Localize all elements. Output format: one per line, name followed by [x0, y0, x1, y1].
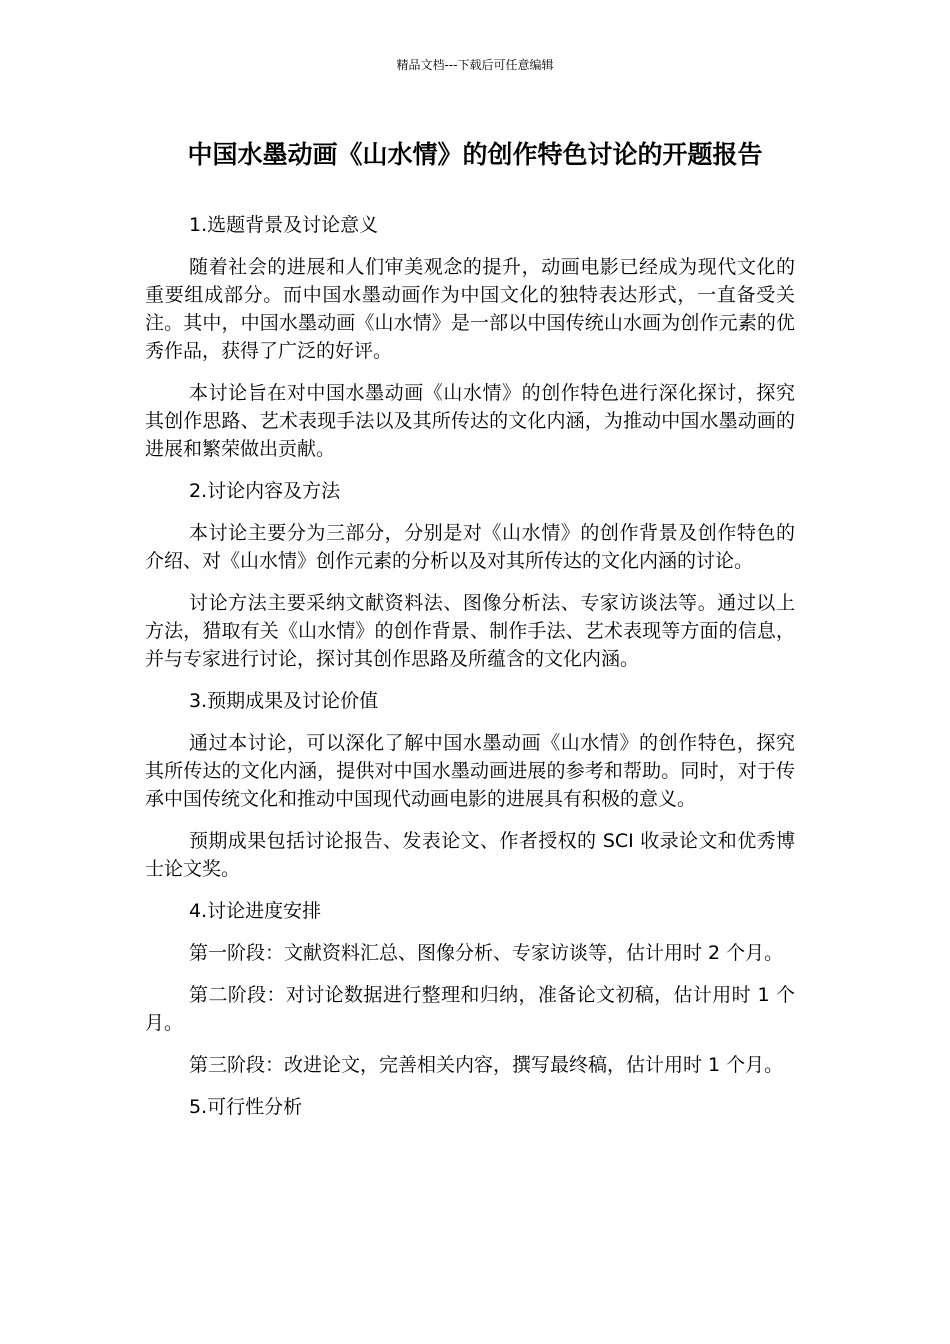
paragraph: 第二阶段：对讨论数据进行整理和归纳，准备论文初稿，估计用时 1 个月。: [145, 984, 795, 1034]
section-background: [145, 211, 795, 463]
section-heading: 3.预期成果及讨论价值: [189, 690, 379, 712]
paragraph: 预期成果包括讨论报告、发表论文、作者授权的 SCI 收录论文和优秀博士论文奖。: [145, 830, 795, 880]
section-expected-results: [145, 687, 795, 883]
paragraph: 随着社会的进展和人们审美观念的提升，动画电影已经成为现代文化的重要组成部分。而中国水墨动画作为中国文化的独特表达形式，一直备受关注。其中，中国水墨动画《山水情》是一部以中国传统山水画为创作元素的优秀作品，获得了广泛的好评。: [145, 256, 795, 362]
section-heading: 2.讨论内容及方法: [189, 480, 341, 502]
paragraph: 通过本讨论，可以深化了解中国水墨动画《山水情》的创作特色，探究其所传达的文化内涵，提供对中国水墨动画进展的参考和帮助。同时，对于传承中国传统文化和推动中国现代动画电影的进展具有积极的意义。: [145, 732, 795, 810]
paragraph: 第一阶段：文献资料汇总、图像分析、专家访谈等，估计用时 2 个月。: [189, 942, 784, 964]
section-heading: 1.选题背景及讨论意义: [189, 214, 379, 236]
section-heading: 4.讨论进度安排: [189, 900, 322, 922]
section-content-methods: [145, 477, 795, 673]
paragraph: 本讨论主要分为三部分，分别是对《山水情》的创作背景及创作特色的介绍、对《山水情》创作元素的分析以及对其所传达的文化内涵的讨论。: [145, 522, 795, 572]
paragraph: 第三阶段：改进论文，完善相关内容，撰写最终稿，估计用时 1 个月。: [189, 1054, 784, 1076]
section-heading: 5.可行性分析: [189, 1096, 303, 1118]
page-header: 精品文档---下载后可任意编辑: [396, 58, 554, 72]
section-schedule: [145, 897, 795, 1079]
document-title: 中国水墨动画《山水情》的创作特色讨论的开题报告: [187, 140, 763, 169]
paragraph: 本讨论旨在对中国水墨动画《山水情》的创作特色进行深化探讨，探究其创作思路、艺术表现手法以及其所传达的文化内涵，为推动中国水墨动画的进展和繁荣做出贡献。: [145, 382, 795, 460]
section-feasibility: [145, 1093, 795, 1121]
paragraph: 讨论方法主要采纳文献资料法、图像分析法、专家访谈法等。通过以上方法，猎取有关《山水情》的创作背景、制作手法、艺术表现等方面的信息，并与专家进行讨论，探讨其创作思路及所蕴含的文化内涵。: [145, 592, 795, 670]
document-body: [145, 211, 795, 1135]
